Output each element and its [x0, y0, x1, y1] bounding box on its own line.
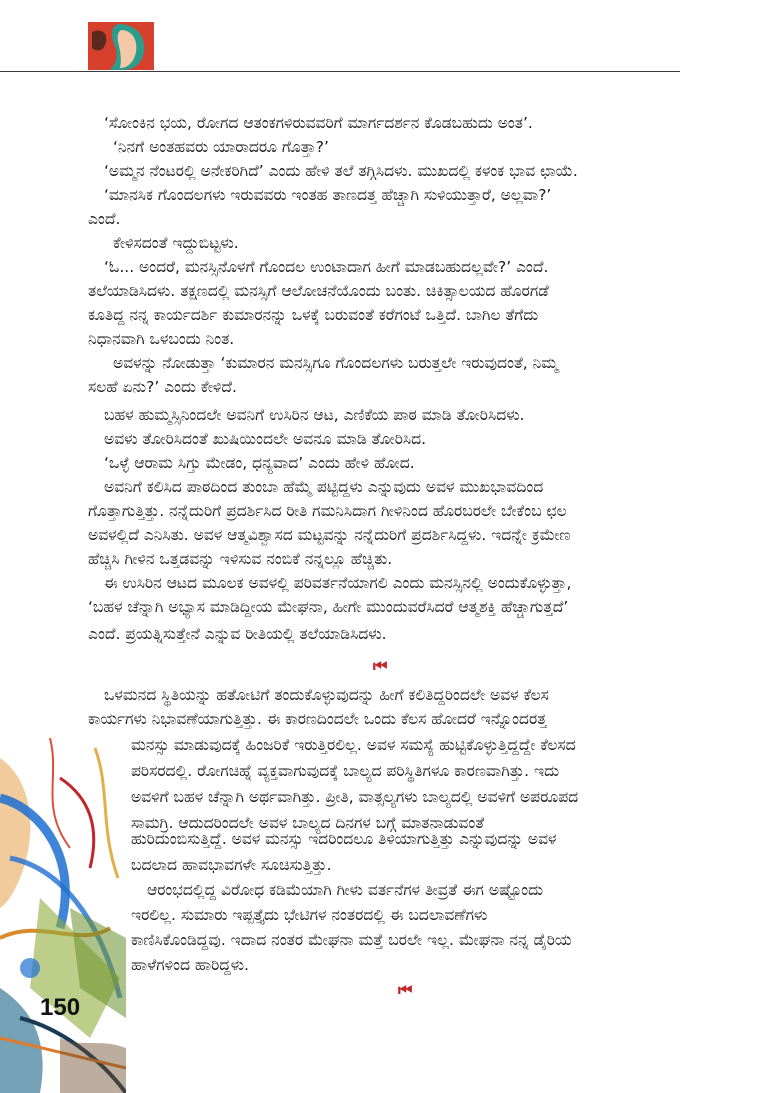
text-line: ಅವಳು ತೋರಿಸಿದಂತೆ ಖುಷಿಯಿಂದಲೇ ಅವನೂ ಮಾಡಿ ತೋರಿಸಿದ.	[104, 430, 427, 448]
text-line: ಬಹಳ ಹುಮ್ಮಸ್ಸಿನಿಂದಲೇ ಅವನಿಗೆ ಉಸಿರಿನ ಆಟ, ಎಣಿಕೆಯ ಪಾಠ ಮಾಡಿ ತೋರಿಸಿದಳು.	[104, 406, 525, 424]
text-line: ಕೇಳಿಸದಂತೆ ಇದ್ದುಬಿಟ್ಟಳು.	[113, 234, 239, 252]
text-line: ಸಾಮಗ್ರಿ. ಆದುದರಿಂದಲೇ ಅವಳ ಬಾಲ್ಯದ ದಿನಗಳ ಬಗ್ಗೆ ಮಾತನಾಡುವಂತೆ	[131, 814, 485, 832]
chapter-logo	[88, 22, 154, 70]
text-line: ಅವನಿಗೆ ಕಲಿಸಿದ ಪಾಠದಿಂದ ತುಂಬಾ ಹೆಮ್ಮೆ ಪಟ್ಟಿದ್ದಳು ಎನ್ನುವುದು ಅವಳ ಮುಖಭಾವದಿಂದ	[104, 478, 544, 496]
text-line: ‘ನಿನಗೆ ಅಂತಹವರು ಯಾರಾದರೂ ಗೊತ್ತಾ?’	[113, 138, 329, 156]
section-mark-icon: ⏮	[373, 656, 385, 675]
text-line: ಈ ಉಸಿರಿನ ಆಟದ ಮೂಲಕ ಅವಳಲ್ಲಿ ಪರಿವರ್ತನೆಯಾಗಲಿ ಎಂದು ಮನಸ್ಸಿನಲ್ಲಿ ಅಂದುಕೊಳ್ಳುತ್ತಾ,	[104, 574, 572, 592]
text-line: ಹಾಳೆಗಳಿಂದ ಹಾರಿದ್ದಳು.	[131, 956, 249, 974]
text-line: ಆರಂಭದಲ್ಲಿದ್ದ ವಿರೋಧ ಕಡಿಮೆಯಾಗಿ ಗೀಳು ವರ್ತನೆಗಳ ತೀವ್ರತೆ ಈಗ ಅಷ್ಟೊಂದು	[147, 881, 544, 899]
text-line: ‘ಓ... ಅಂದರೆ, ಮನಸ್ಸಿನೊಳಗೆ ಗೊಂದಲ ಉಂಟಾದಾಗ ಹೀಗೆ ಮಾಡಬಹುದಲ್ಲವೇ?’ ಎಂದೆ.	[104, 258, 549, 276]
text-line: ಗೊತ್ತಾಗುತ್ತಿತ್ತು. ನನ್ನೆದುರಿಗೆ ಪ್ರದರ್ಶಿಸಿದ ರೀತಿ ಗಮನಿಸಿದಾಗ ಗೀಳಿನಿಂದ ಹೊರಬರಲೇ ಬೇಕೆಂಬ ಛಲ	[88, 502, 567, 520]
text-line: ಬದಲಾದ ಹಾವಭಾವಗಳೇ ಸೂಚಿಸುತ್ತಿತ್ತು.	[131, 856, 332, 874]
text-line: ಹುರಿದುಂಬಿಸುತ್ತಿದ್ದೆ. ಅವಳ ಮನಸ್ಸು ಇದರಿಂದಲೂ ತಿಳಿಯಾಗುತ್ತಿತ್ತು ಎನ್ನುವುದನ್ನು ಅವಳ	[131, 830, 557, 848]
text-line: ‘ಮಾನಸಿಕ ಗೊಂದಲಗಳು ಇರುವವರು ಇಂತಹ ತಾಣದತ್ತ ಹೆಚ್ಚಾಗಿ ಸುಳಿಯುತ್ತಾರೆ, ಅಲ್ಲವಾ?’	[104, 186, 552, 204]
text-line: ಪರಿಸರದಲ್ಲಿ. ರೋಗಚಿಹ್ನೆ ವ್ಯಕ್ತವಾಗುವುದಕ್ಕೆ ಬಾಲ್ಯದ ಪರಿಸ್ಥಿತಿಗಳೂ ಕಾರಣವಾಗಿತ್ತು. ಇದು	[131, 762, 560, 780]
text-line: ಕೂತಿದ್ದ ನನ್ನ ಕಾರ್ಯದರ್ಶಿ ಕುಮಾರನನ್ನು ಒಳಕ್ಕೆ ಬರುವಂತೆ ಕರೆಗಂಟೆ ಒತ್ತಿದೆ. ಬಾಗಿಲ ತೆಗೆದು	[88, 306, 539, 324]
text-line: ‘ಅಮ್ಮನ ನೆಂಟರಲ್ಲಿ ಅನೇಕರಿಗಿದೆ’ ಎಂದು ಹೇಳಿ ತಲೆ ತಗ್ಗಿಸಿದಳು. ಮುಖದಲ್ಲಿ ಕಳಂಕ ಭಾವ ಛಾಯೆ.	[104, 162, 578, 180]
text-line: ‘ಸೋಂಕಿನ ಭಯ, ರೋಗದ ಆತಂಕಗಳಿರುವವರಿಗೆ ಮಾರ್ಗದರ್ಶನ ಕೊಡಬಹುದು ಅಂತ’.	[104, 114, 533, 132]
text-line: ಮನಸ್ಸು ಮಾಡುವುದಕ್ಕೆ ಹಿಂಜರಿಕೆ ಇರುತ್ತಿರಲಿಲ್ಲ. ಅವಳ ಸಮಸ್ಯೆ ಹುಟ್ಟಿಕೊಳ್ಳುತ್ತಿದ್ದದ್ದೇ ಕೆಲಸದ	[131, 736, 576, 754]
text-line: ಅವಳಲ್ಲಿದೆ ಎನಿಸಿತು. ಅವಳ ಆತ್ಮವಿಶ್ವಾಸದ ಮಟ್ಟವನ್ನು ನನ್ನೆದುರಿಗೆ ಪ್ರದರ್ಶಿಸಿದ್ದಳು. ಇದನ್ನೇ ಕ್ರಮೇಣ	[88, 526, 571, 544]
text-line: ಕಾಣಿಸಿಕೊಂಡಿದ್ದವು. ಇದಾದ ನಂತರ ಮೇಘನಾ ಮತ್ತೆ ಬರಲೇ ಇಲ್ಲ. ಮೇಘನಾ ನನ್ನ ಡೈರಿಯ	[131, 931, 572, 949]
text-line: ಸಲಹೆ ಏನು?’ ಎಂದು ಕೇಳಿದೆ.	[88, 378, 237, 396]
text-line: ಹೆಚ್ಚಿಸಿ ಗೀಳಿನ ಒತ್ತಡವನ್ನು ಇಳಿಸುವ ನಂಬಿಕೆ ನನ್ನಲ್ಲೂ ಹೆಚ್ಚಿತು.	[88, 550, 393, 568]
text-line: ಎಂದೆ.	[88, 210, 121, 228]
text-line: ಕಾರ್ಯಗಳು ನಿಭಾವಣೆಯಾಗುತ್ತಿತ್ತು. ಈ ಕಾರಣದಿಂದಲೇ ಒಂದು ಕೆಲಸ ಹೋದರೆ ಇನ್ನೊಂದರತ್ತ	[88, 710, 547, 728]
text-line: ಒಳಮನದ ಸ್ಥಿತಿಯನ್ನು ಹತೋಟಿಗೆ ತಂದುಕೊಳ್ಳುವುದನ್ನು ಹೀಗೆ ಕಲಿತಿದ್ದರಿಂದಲೇ ಅವಳ ಕೆಲಸ	[104, 686, 549, 704]
header-rule	[0, 71, 680, 72]
text-line: ಎಂದೆ. ಪ್ರಯತ್ನಿಸುತ್ತೇನೆ ಎನ್ನುವ ರೀತಿಯಲ್ಲಿ ತಲೆಯಾಡಿಸಿದಳು.	[88, 625, 387, 643]
text-line: ‘ಬಹಳ ಚೆನ್ನಾಗಿ ಅಭ್ಯಾಸ ಮಾಡಿದ್ದೀಯ ಮೇಘನಾ, ಹೀಗೇ ಮುಂದುವರೆಸಿದರೆ ಆತ್ಮಶಕ್ತಿ ಹೆಚ್ಚಾಗುತ್ತದೆ’	[88, 598, 569, 616]
text-line: ‘ಒಳ್ಳೆ ಆರಾಮ ಸಿಗ್ತು ಮೇಡಂ, ಧನ್ಯವಾದ’ ಎಂದು ಹೇಳಿ ಹೋದ.	[104, 454, 415, 472]
text-line: ಅವಳಿಗೆ ಬಹಳ ಚೆನ್ನಾಗಿ ಅರ್ಥವಾಗಿತ್ತು. ಪ್ರೀತಿ, ವಾತ್ಸಲ್ಯಗಳು ಬಾಲ್ಯದಲ್ಲಿ ಅವಳಿಗೆ ಅಪರೂಪದ	[131, 788, 579, 806]
text-line: ನಿಧಾನವಾಗಿ ಒಳಬಂದು ನಿಂತ.	[88, 330, 235, 348]
text-line: ಅವಳನ್ನು ನೋಡುತ್ತಾ ‘ಕುಮಾರನ ಮನಸ್ಸಿಗೂ ಗೊಂದಲಗಳು ಬರುತ್ತಲೇ ಇರುವುದಂತೆ, ನಿಮ್ಮ	[113, 354, 559, 372]
text-line: ತಲೆಯಾಡಿಸಿದಳು. ತಕ್ಷಣದಲ್ಲಿ ಮನಸ್ಸಿಗೆ ಆಲೋಚನೆಯೊಂದು ಬಂತು. ಚಿಕಿತ್ಸಾಲಯದ ಹೊರಗಡೆ	[88, 282, 549, 300]
watercolor-art	[0, 738, 126, 1093]
page-number: 150	[40, 994, 81, 1021]
text-line: ಇರಲಿಲ್ಲ. ಸುಮಾರು ಇಪ್ಪತ್ತೈದು ಭೇಟಿಗಳ ನಂತರದಲ್ಲಿ ಈ ಬದಲಾವಣೆಗಳು	[131, 906, 488, 924]
section-mark-icon: ⏮	[398, 980, 410, 999]
